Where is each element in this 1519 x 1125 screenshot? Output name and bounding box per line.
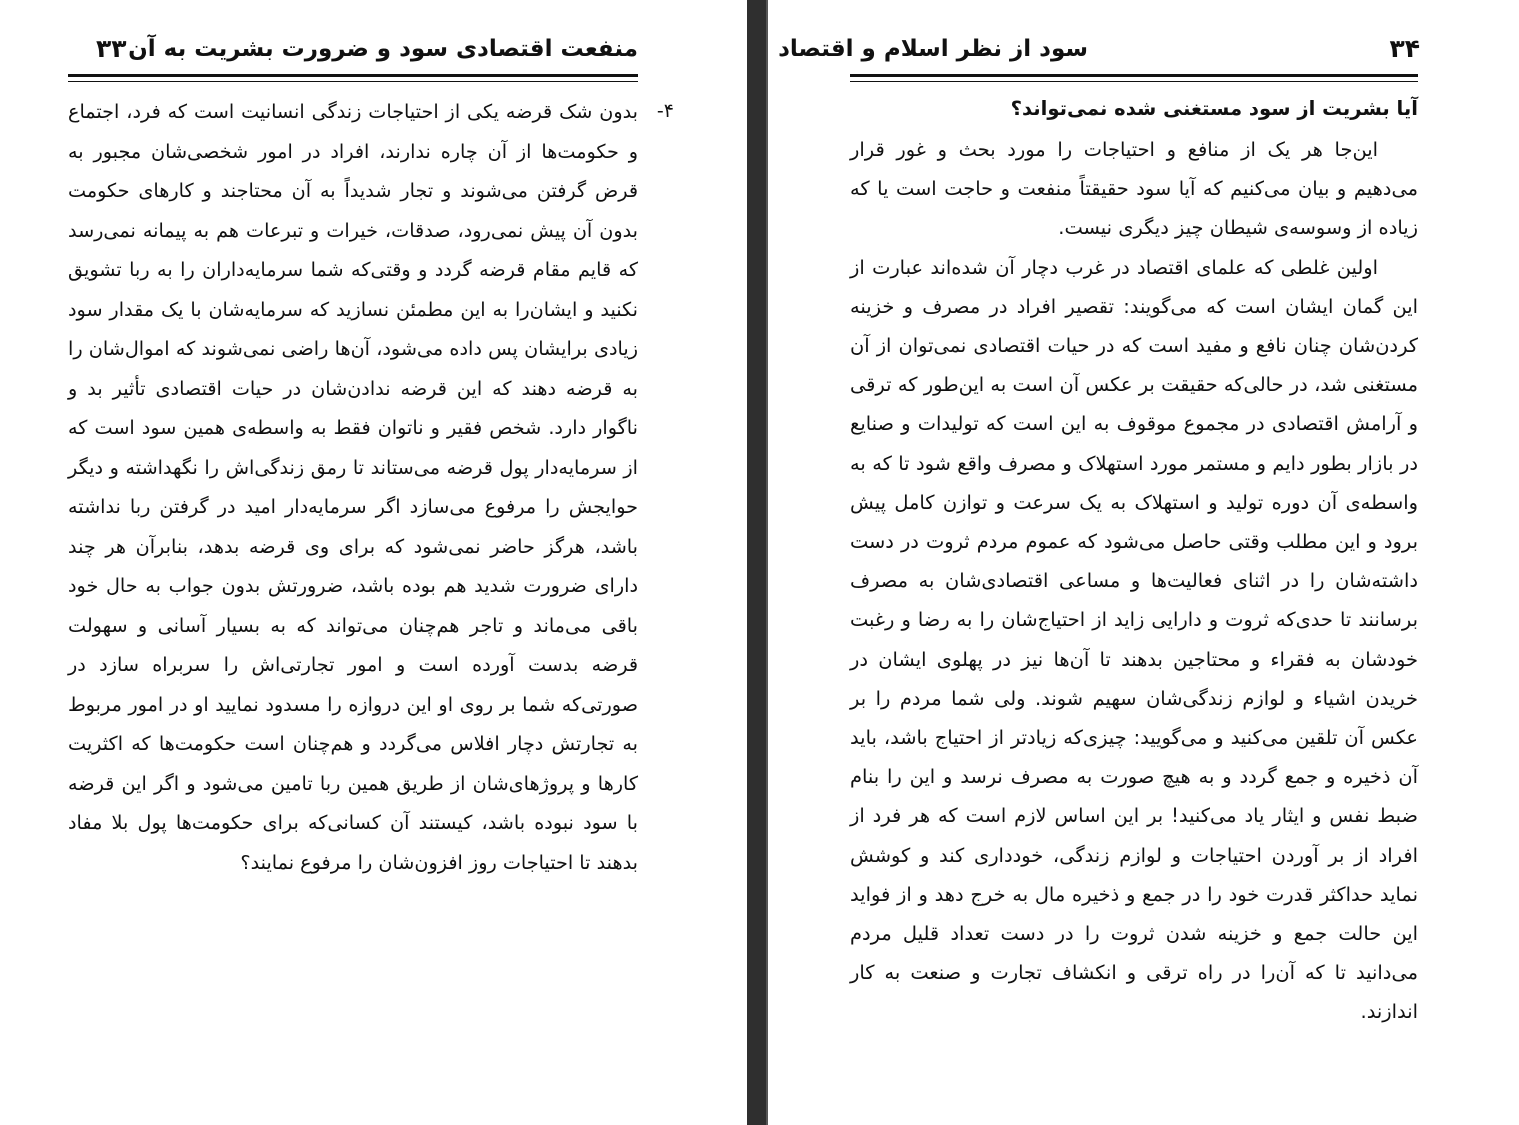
right-page-body [850, 88, 1418, 1032]
left-page-header [68, 30, 638, 77]
item-number: ۴- [656, 100, 674, 122]
right-page [768, 0, 1519, 1125]
paragraph: اولین غلطی که علمای اقتصاد در غرب دچار آن شده‌اند عبارت از این گمان ایشان است که می‌گویند: تقصیر افراد در مصرف و خزینه کردن‌شان چنان نافع و مفید است که در حیات اقتصادی نمی‌توان از آن مستغنی شد، در حالی‌که حقیقت بر عکس آن است به این‌طور که ترقی و آرامش اقتصادی در مجموع موقوف به این است که تولیدات و صنایع در بازار بطور دایم و مستمر مورد استهلاک و مصرف واقع شود تا که به واسطه‌ی آن دوره تولید و استهلاک به یک سرعت و توازن کامل پیش برود و این مطلب وقتی حاصل می‌شود که عموم مردم ثروت در دست داشته‌شان را در اثنای فعالیت‌ها و مساعی اقتصادی‌شان به مصرف برسانند تا حدی‌که ثروت و دارایی زاید از احتیاج‌شان را به رضا و رغبت خودشان به فقراء و محتاجین بدهند تا آن‌ها نیز در پهلوی ایشان در خریدن اشیاء و لوازم زندگی‌شان سهیم شوند. ولی شما مردم را بر عکس آن تلقین می‌کنید و می‌گویید: چیزی‌که زیادتر از احتیاج باشد، باید آن ذخیره و جمع گردد و به هیچ صورت به مصرف نرسد و این را بنام ضبط نفس و ایثار یاد می‌کنید! بر این اساس لازم است که هر فرد از افراد از بر آوردن احتیاجات و لوازم زندگی، خودداری کند و کوشش نماید حداکثر قدرت خود را در جمع و ذخیره مال به خرج دهد و از فواید این حالت جمع و خزینه شدن ثروت را در دست تعداد قلیل مردم می‌دانید تا که آن‌را در راه ترقی و انکشاف تجارت و صنعت به کار اندازند. [850, 255, 1418, 1024]
book-spine-gutter [747, 0, 768, 1125]
left-page [0, 0, 747, 1125]
section-heading: آیا بشریت از سود مستغنی شده نمی‌تواند؟ [1010, 97, 1418, 120]
running-title: سود از نظر اسلام و اقتصاد [778, 36, 1088, 62]
running-title: منفعت اقتصادی سود و ضرورت بشریت به آن [128, 36, 638, 62]
page-number: ۳۳ [96, 34, 127, 63]
right-page-header [778, 30, 1420, 77]
left-page-body [68, 92, 674, 882]
paragraph: این‌جا هر یک از منافع و احتیاجات را مورد بحث و غور قرار می‌دهیم و بیان می‌کنیم که آیا سود حقیقتاً منفعت و حاجت است یا که زیاده از وسوسه‌ی شیطان چیز دیگری نیست. [850, 138, 1418, 240]
paragraph: بدون شک قرضه یکی از احتیاجات زندگی انسانیت است که فرد، اجتماع و حکومت‌ها از آن چاره ندارند، افراد در امور شخصی‌شان مجبور به قرض گرفتن می‌شوند و تجار شدیداً به آن محتاجند و کارهای حکومت بدون آن پیش نمی‌رود، صدقات، خیرات و تبرعات هم به پیمانه نمی‌رسد که قایم مقام قرضه گردد و وقتی‌که شما سرمایه‌داران را به ربا تشویق نکنید و ایشان‌را به این مطمئن نسازید که سرمایه‌شان با یک مقدار سود زیادی برایشان پس داده می‌شود، آن‌ها راضی نمی‌شوند که اموال‌شان را به قرضه دهند که این قرضه ندادن‌شان در حیات اقتصادی تأثیر بد و ناگوار دارد. شخص فقیر و ناتوان فقط به واسطه‌ی همین سود است که از سرمایه‌دار پول قرضه می‌ستاند تا رمق زندگی‌اش را نگهداشته و دیگر حوایجش را مرفوع می‌سازد اگر سرمایه‌دار امید در گرفتن ربا نداشته باشد، هرگز حاضر نمی‌شود که برای وی قرضه بدهد، بنابرآن هر چند دارای ضرورت شدید هم بوده باشد، ضرورتش بدون جواب به حال خود باقی می‌ماند و تاجر هم‌چنان می‌تواند که به بسیار آسانی و سهولت قرضه بدست آورده است و امور تجارتی‌اش را سربراه سازد در صورتی‌که شما بر روی او این دروازه را مسدود نمایید او در امور مربوط به تجارتش دچار افلاس می‌گردد و هم‌چنان است حکومت‌ها که اکثریت کارها و پروژهای‌شان از طریق همین ربا تامین می‌شود و اگر این قرضه با سود نبوده باشد، کیستند آن کسانی‌که برای حکومت‌ها پول بلا مفاد بدهند تا احتیاجات روز افزون‌شان را مرفوع نمایند؟ [68, 100, 638, 874]
page-number: ۳۴ [1389, 34, 1420, 63]
